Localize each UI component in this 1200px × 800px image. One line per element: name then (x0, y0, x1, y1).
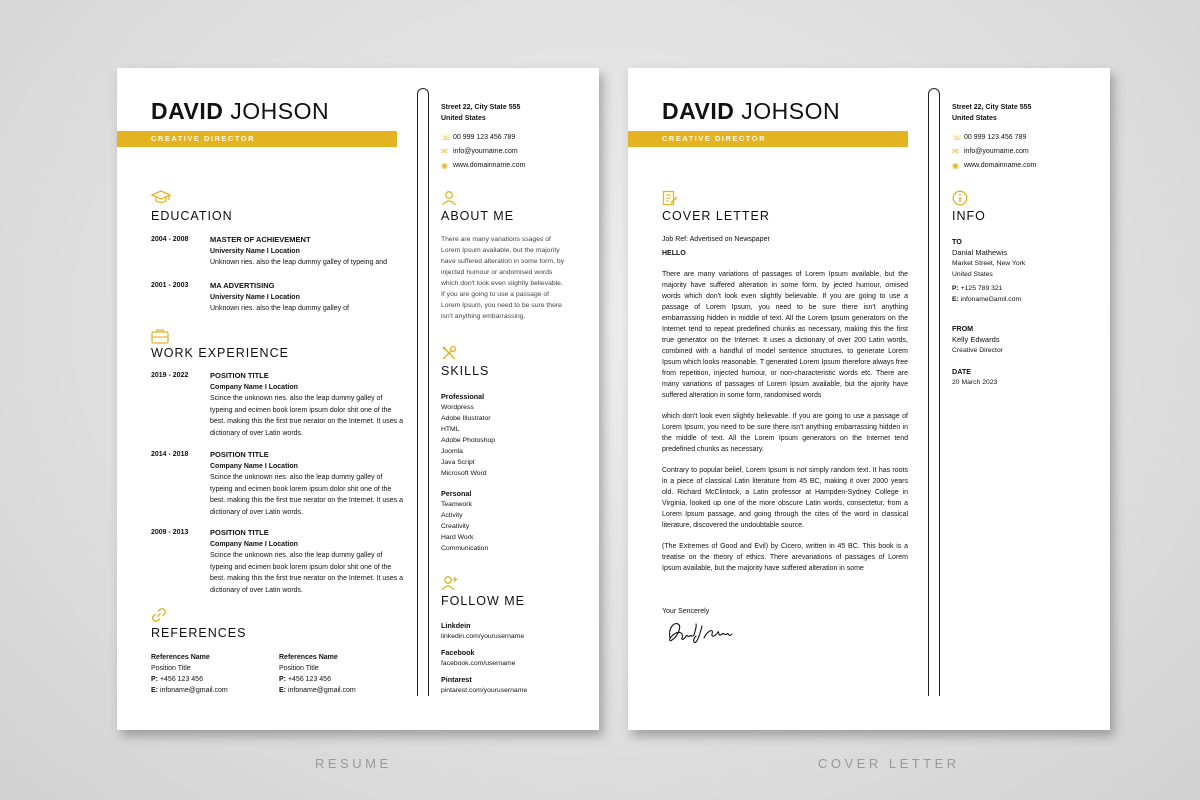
phone-number: 00 999 123 456 789 (453, 133, 516, 141)
website[interactable]: www.domainname.com (453, 161, 526, 169)
follow-heading: FOLLOW ME (441, 594, 526, 608)
references-heading: REFERENCES (151, 626, 247, 640)
document-pen-icon (662, 190, 678, 210)
tools-icon (441, 345, 457, 365)
website[interactable]: www.domainname.com (964, 161, 1037, 169)
info-block: TO Danial Mathewis Market Street, New York United States P: +125 789 321 E: infonameGamil.com FROM Kelly Edwards Creative Director DATE 20 March 2023 (952, 237, 1026, 386)
letter-paragraph: Contrary to popular belief, Lorem Ipsum is not simply random text. It has roots in a piece of classical Latin literature from 45 BC, making it over 2000 years old. Richard McClintock, a Latin professor at Hampden-Sydney College in Virginia, looked up one of the more obscure Latin words, consectetur, from a Lorem Ipsum passage, and going through the cites of the word in classical literature, discovered the undoubtable source. (662, 467, 908, 529)
envelope-icon: ✉ (952, 146, 959, 156)
job-title-bar (117, 131, 397, 147)
address-line-2: United States (441, 115, 486, 122)
work-heading: WORK EXPERIENCE (151, 346, 289, 360)
about-heading: ABOUT ME (441, 209, 515, 223)
rail-divider (417, 88, 429, 696)
skill-item: Teamwork (441, 501, 472, 508)
phone-icon: ☏ (952, 132, 963, 142)
address-line-2: United States (952, 115, 997, 122)
social-link[interactable]: pintarest.com/yourusername (441, 687, 528, 694)
closing: Your Sencerely (662, 608, 710, 615)
cover-letter-page (628, 68, 1110, 730)
address-line-1: Street 22, City State 555 (952, 104, 1032, 111)
skill-item: Activity (441, 512, 463, 519)
cover-name: DAVID JOHSON (662, 98, 841, 124)
skill-item: Microsoft Word (441, 470, 487, 477)
phone-icon: ☏ (441, 132, 452, 142)
envelope-icon: ✉ (441, 146, 448, 156)
skill-item: Adobe Illustrator (441, 415, 491, 422)
skill-item: Hard Work (441, 534, 474, 541)
social-links: Linkdein linkedin.com/yourusername Facebook facebook.com/username Pintarest pintarest.com/yourusername (441, 618, 566, 696)
contact-block (441, 102, 525, 172)
skill-item: Adobe Photoshop (441, 437, 496, 444)
skill-item: Communication (441, 545, 489, 552)
cover-letter-heading: COVER LETTER (662, 209, 770, 223)
social-link[interactable]: facebook.com/username (441, 660, 516, 667)
email-address[interactable]: info@yourname.com (964, 147, 1029, 155)
user-icon (441, 190, 457, 210)
skill-item: Creativity (441, 523, 470, 530)
skill-item: Wordpress (441, 404, 474, 411)
social-link[interactable]: linkedin.com/yourusername (441, 633, 525, 640)
resume-caption: RESUME (315, 756, 392, 771)
job-title-bar (628, 131, 908, 147)
link-icon (151, 607, 167, 627)
greeting: HELLO (662, 250, 686, 257)
globe-icon: ◉ (952, 160, 959, 170)
skill-item: HTML (441, 426, 460, 433)
letter-paragraph: which don't look even slightly believable. If you are going to use a passage of Lorem Ipsum, you need to be sure there isn't anything embarrassing hidden in the middle of text. All the Lorem Ipsum generators on the Internet tend predefined chunks as necessary. (662, 413, 908, 453)
briefcase-icon (151, 328, 169, 348)
graduation-cap-icon (151, 190, 171, 210)
user-plus-icon (441, 575, 459, 595)
cover-letter-caption: COVER LETTER (818, 756, 960, 771)
resume-page: DAVID JOHSON CREATIVE DIRECTOR Street 22, City State 555 United States ☏ 00 999 123 456 789 ✉ info@yourname.com ◉ www.domainname.com EDUCATION 2004 - 2008 MASTER OF ACHIEVEMENT University Name I Location Unknown ries. also the leap dummy galley of typeing and 2001 - 2003 MA ADVERTISING University Name I Location Unknown ries. also the leap dummy galley of WORK EXPERIENCE 2019 - 2022 POSITION TITLE Company Name I Location Scince the unknown ries. also the leap dummy galley of typeing and ecimen book lorem ipsum dolor shit one of the best. making this the first true nerator on the Internet. It uses a dictionary of over Latin words. 2014 - 2018 POSITION TITLE Company Name I Location Scince the unknown ries. also the leap dummy galley of typeing and ecimen book lorem ipsum dolor shit one of the best. making this the first true nerator on the Internet. It uses a dictionary of over Latin words. 2009 - 2013 POSITION TITLE Company Name I Location Scince the unknown ries. also the leap dummy galley of typeing and ecimen book lorem ipsum dolor shit one of the best. making this the first true nerator on the Internet. It uses a dictionary of over Latin words. REFERENCES References Name Position Title P: +456 123 456 E: infoname@gmail.com References Name Position Title P: +456 123 456 E: infoname@gmail.com ABOUT ME There are many variations ssages of Lorem Ipsum available, but the majority have suffered alteration in some form, by injected humour or andomised words which don't look even slightly believable. If you are going to use a passage of Lorem Ipsum, you need to be sure there isn't anything embarrassing. SKILLS Professional Wordpress Adobe Illustrator HTML Adobe Photoshop Joomla Java Script Microsoft Word Personal Teamwork Activity Creativity Hard Work Communication FOLLOW ME Linkdein linkedin.com/yourusername Facebook facebook.com/username Pintarest pintarest.com/yourusername (117, 68, 599, 730)
skill-item: Joomla (441, 448, 463, 455)
skills-heading: SKILLS (441, 364, 490, 378)
globe-icon: ◉ (441, 160, 448, 170)
skill-item: Java Script (441, 459, 475, 466)
education-heading: EDUCATION (151, 209, 233, 223)
address-line-1: Street 22, City State 555 (441, 104, 521, 111)
job-title: CREATIVE DIRECTOR (151, 134, 255, 143)
about-text: There are many variations ssages of Lorem Ipsum available, but the majority have suffered alteration in some form, by injected humour or andomised words which don't look even slightly believable. If you are going to use a passage of Lorem Ipsum, you need to be sure there isn't anything embarrassing. (441, 236, 565, 320)
letter-body: Job Ref: Advertised on Newspaper HELLO There are many variations of passages of Lorem Ipsum available, but the majority have suffered alteration in some form, by jected humour, omised words which don't look even slightly believable. If you are going to use a passage of Lorem Ipsum, you need to be sure there isn't anything embarrassing hidden in middle of text. All the Lorem Ipsum generators on the Internet tend to repeat predefined chunks as necessary, making this the first true generator on the Internet. It uses a dictionary of over 200 Latin words, combined with a handful of model sentence structures, to generate Lorem Ipsum which looks reasonable. T generated Lorem Ipsum therefore always free from repetition, injected humour, or non-characteristic words etc. There are many variations of passages of Lorem Ipsum available, but the ajority have suffered alteration in some form, randomised words which don't look even slightly believable. If you are going to use a passage of Lorem Ipsum, you need to be sure there isn't anything embarrassing hidden in the middle of text. All the Lorem Ipsum generators on the Internet tend predefined chunks as necessary. Contrary to popular belief, Lorem Ipsum is not simply random text. It has roots in a piece of classical Latin literature from 45 BC, making it over 2000 years old. Richard McClintock, a Latin professor at Hampden-Sydney College in Virginia, looked up one of the more obscure Latin words, consectetur, from a Lorem Ipsum passage, and going through the cites of the word in classical literature, discovered the undoubtable source. (The Extremes of Good and Evil) by Cicero, written in 45 BC. This book is a treatise on the theory of ethics. There arevariations of passages of Lorem Ipsum available, but the majority have suffered alteration in some (662, 236, 908, 572)
info-heading: INFO (952, 209, 986, 223)
reference-item: References Name Position Title P: +456 123 456 E: infoname@gmail.com (279, 654, 356, 694)
contact-block (952, 102, 1036, 172)
rail-divider (928, 88, 940, 696)
reference-item: References Name Position Title P: +456 123 456 E: infoname@gmail.com (151, 654, 228, 694)
resume-name: DAVID JOHSON (151, 98, 330, 124)
email-address[interactable]: info@yourname.com (453, 147, 518, 155)
job-title: CREATIVE DIRECTOR (662, 134, 766, 143)
letter-paragraph: (The Extremes of Good and Evil) by Cicero, written in 45 BC. This book is a treatise on the theory of ethics. There arevariations of passages of Lorem Ipsum available, but the majority have suffered alteration in some (662, 543, 908, 572)
phone-number: 00 999 123 456 789 (964, 133, 1027, 141)
signature (664, 616, 754, 646)
info-circle-icon (952, 190, 968, 210)
skills-list: Professional Wordpress Adobe Illustrator HTML Adobe Photoshop Joomla Java Script Microsoft Word Personal Teamwork Activity Creativity Hard Work Communication (441, 389, 566, 554)
letter-paragraph: There are many variations of passages of Lorem Ipsum available, but the majority have suffered alteration in some form, by jected humour, omised words which don't look even slightly believable. If you are going to use a passage of Lorem Ipsum, you need to be sure there isn't anything embarrassing hidden in middle of text. All the Lorem Ipsum generators on the Internet tend to repeat predefined chunks as necessary, making this the first true generator on the Internet. It uses a dictionary of over 200 Latin words, combined with a handful of model sentence structures, to generate Lorem Ipsum which looks reasonable. T generated Lorem Ipsum therefore always free from repetition, injected humour, or non-characteristic words etc. There are many variations of passages of Lorem Ipsum available, but the ajority have suffered alteration in some form, randomised words (662, 271, 908, 399)
